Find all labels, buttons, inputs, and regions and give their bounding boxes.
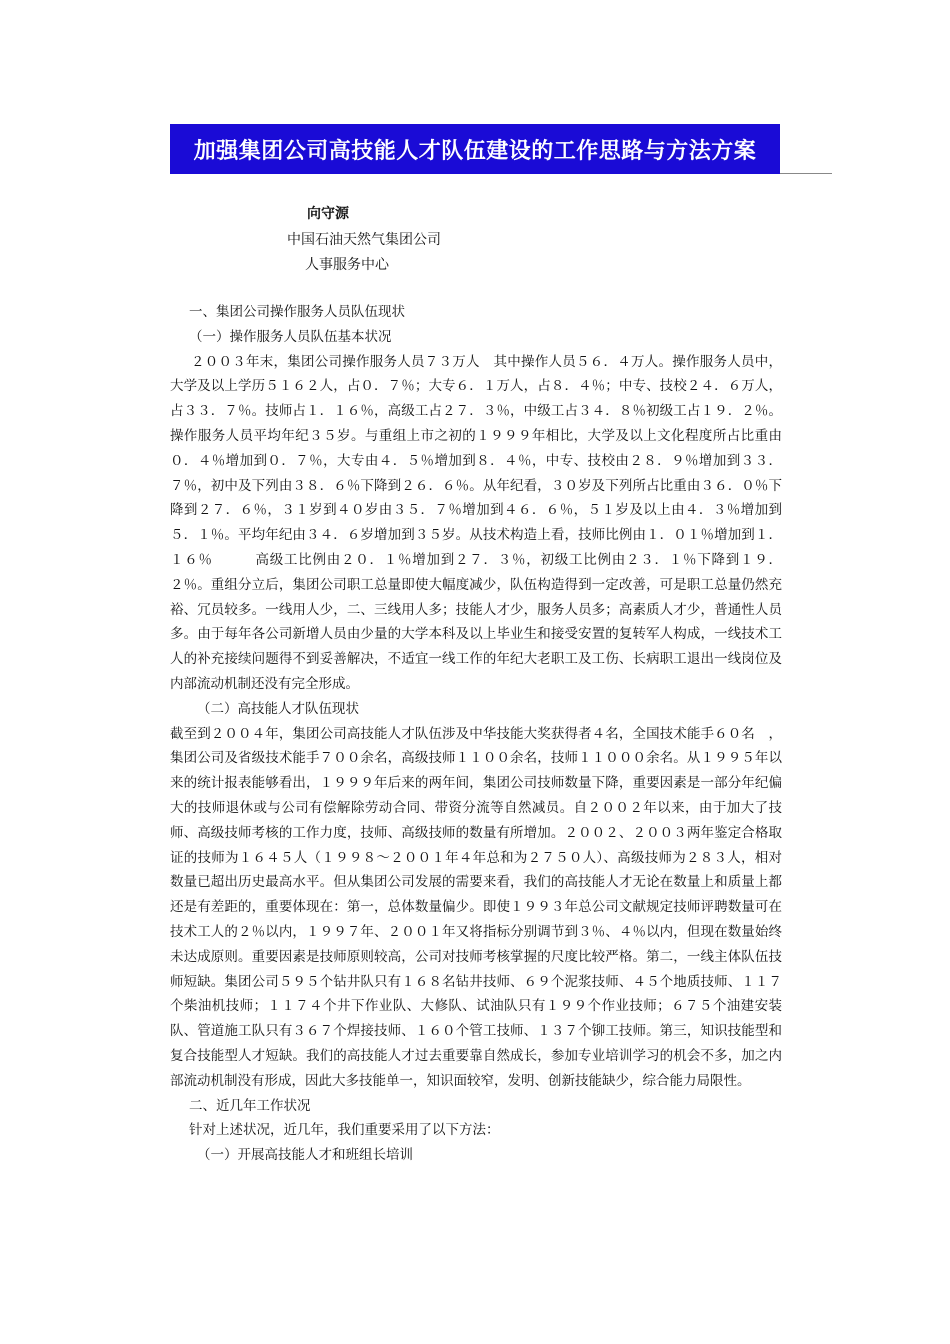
- paragraph-1: ２００３年末，集团公司操作服务人员７３万人 其中操作人员５６．４万人。操作服务人员中，大学及以上学历５１６２人，占０．７％；大专６．１万人，占８．４％；中专、技校２４．６万人，占３３．７％。技师占１．１６％，高级工占２７．３％，中级工占３４．８％初级工占１９．２％。操作服务人员平均年纪３５岁。与重组上市之初的１９９９年相比，大学及以上文化程度所占比重由０．４％增加到０．７％，大专由４．５％增加到８．４％，中专、技校由２８．９％增加到３３．７％，初中及下列由３８．６％下降到２６．６％。从年纪看，３０岁及下列所占比重由３６．０％下降到２７．６％，３１岁到４０岁由３５．７％增加到４６．６％，５１岁及以上由４．３％增加到５．１％。平均年纪由３４．６岁增加到３５岁。从技术构造上看，技师比例由１．０１％增加到１．１６％ 高级工比例由２０．１％增加到２７．３％，初级工比例由２３．１％下降到１９．２％。重组分立后，集团公司职工总量即使大幅度减少，队伍构造得到一定改善，可是职工总量仍然充裕、冗员较多。一线用人少，二、三线用人多；技能人才少，服务人员多；高素质人才少，普通性人员多。由于每年各公司新增人员由少量的大学本科及以上毕业生和接受安置的复转军人构成，一线技术工人的补充接续问题得不到妥善解决，不适宜一线工作的年纪大老职工及工伤、长病职工退出一线岗位及内部流动机制还没有完全形成。: [170, 353, 782, 692]
- section-heading-2: 二、近几年工作状况: [189, 1097, 311, 1114]
- author-organization: 中国石油天然气集团公司: [287, 232, 441, 248]
- section-heading-1: 一、集团公司操作服务人员队伍现状: [189, 304, 405, 320]
- author-name: 向守源: [307, 206, 349, 222]
- document-body: [170, 300, 782, 1168]
- paragraph-3: 针对上述状况，近几年，我们重要采用了以下方法：: [189, 1122, 500, 1139]
- title-divider: [780, 173, 832, 174]
- subsection-heading-1-2: （二）高技能人才队伍现状: [197, 700, 359, 717]
- paragraph-2: 截至到２００４年，集团公司高技能人才队伍涉及中华技能大奖获得者４名，全国技术能手６０名 ，集团公司及省级技术能手７００余名，高级技师１１００余名，技师１１０００余名。从１９９５年以来的统计报表能够看出，１９９９年后来的两年间，集团公司技师数量下降，重要因素是一部分年纪偏大的技师退休或与公司有偿解除劳动合同、带资分流等自然减员。自２００２年以来，由于加大了技师、高级技师考核的工作力度，技师、高级技师的数量有所增加。２００２、２００３两年鉴定合格取证的技师为１６４５人（１９９８～２００１年４年总和为２７５０人）、高级技师为２８３人，相对数量已超出历史最高水平。但从集团公司发展的需要来看，我们的高技能人才无论在数量上和质量上都还是有差距的，重要体现在：第一，总体数量偏少。即使１９９３年总公司文献规定技师评聘数量可在技术工人的２％以内，１９９７年、２００１年又将指标分别调节到３％、４％以内，但现在数量始终未达成原则。重要因素是技师原则较高，公司对技师考核掌握的尺度比较严格。第二，一线主体队伍技师短缺。集团公司５９５个钻井队只有１６８名钻井技师、６９个泥浆技师、４５个地质技师、１１７个柴油机技师；１１７４个井下作业队、大修队、试油队只有１９９个作业技师；６７５个油建安装队、管道施工队只有３６７个焊接技师、１６０个管工技师、１３７个铆工技师。第三，知识技能型和复合技能型人才短缺。我们的高技能人才过去重要靠自然成长，参加专业培训学习的机会不多，加之内部流动机制没有形成，因此大多技能单一，知识面较窄，发明、创新技能缺少，综合能力局限性。: [170, 725, 782, 1089]
- document-title: 加强集团公司高技能人才队伍建设的工作思路与方法方案: [170, 124, 780, 174]
- author-department: 人事服务中心: [305, 257, 389, 273]
- subsection-heading-1-1: （一）操作服务人员队伍基本状况: [189, 328, 392, 345]
- subsection-heading-2-1: （一）开展高技能人才和班组长培训: [197, 1147, 413, 1164]
